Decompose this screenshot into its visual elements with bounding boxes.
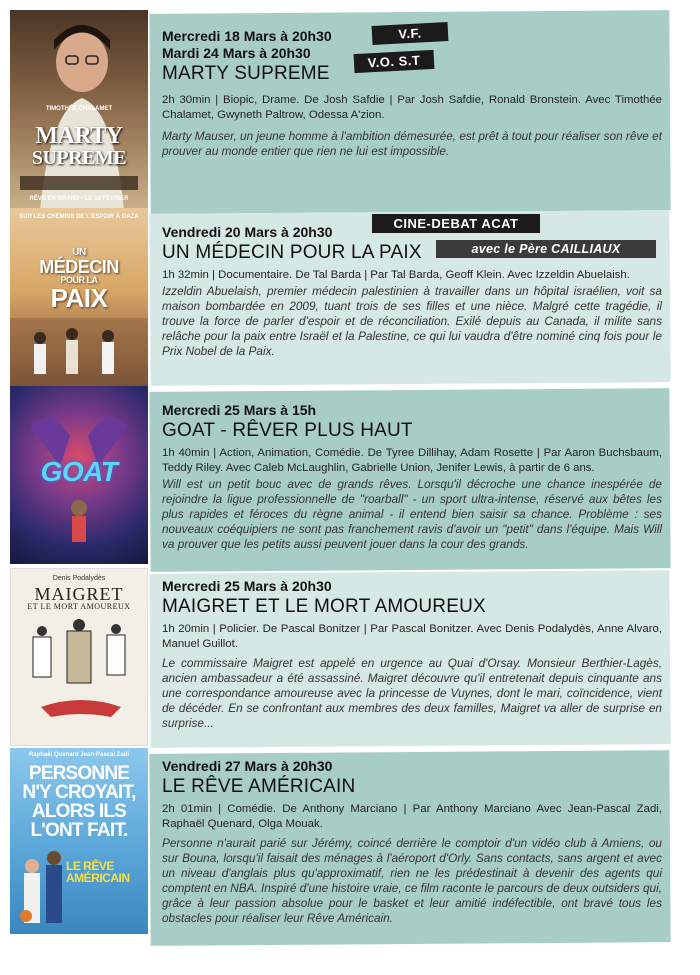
poster-title: MAIGRET ET LE MORT AMOUREUX bbox=[27, 584, 131, 611]
poster-title: GOAT bbox=[40, 456, 118, 487]
film-listing-un-medecin-pour-la-paix bbox=[10, 208, 670, 386]
version-tag-vost: V.O. S.T bbox=[354, 50, 435, 73]
screening-date: Vendredi 20 Mars à 20h30 bbox=[162, 224, 333, 240]
screening-date: Mercredi 25 Mars à 15h bbox=[162, 402, 317, 418]
poster-title: MARTY SUPREME bbox=[31, 123, 127, 169]
version-tag-vf: V.F. bbox=[372, 22, 449, 45]
film-listing-maigret bbox=[10, 568, 670, 748]
film-title: LE RÊVE AMÉRICAIN bbox=[162, 776, 356, 797]
film-title: MARTY SUPREME bbox=[162, 63, 330, 84]
event-guest-tag: avec le Père CAILLIAUX bbox=[436, 240, 656, 258]
poster-figures bbox=[10, 748, 148, 934]
film-credits: 1h 20min | Policier. De Pascal Bonitzer | Par Pascal Bonitzer. Avec Denis Podalydès, Anne Alvaro, Manuel Guillot. bbox=[162, 623, 662, 650]
poster-un-medecin-pour-la-paix bbox=[10, 208, 148, 386]
poster-title: UN MÉDECIN POUR LA PAIX bbox=[39, 247, 119, 313]
poster-bottom-text: RÊVE EN GRAND - LE 18 FÉVRIER bbox=[29, 196, 129, 202]
film-credits: 1h 40min | Action, Animation, Comédie. De Tyree Dillihay, Adam Rosette | Par Aaron Buchsbaum, Teddy Riley. Avec Caleb McLaughlin, Gabrielle Union, Jenifer Lewis, à partir de 6 ans. bbox=[162, 447, 662, 474]
poster-top-text: Denis Podalydès bbox=[52, 575, 106, 582]
screening-date-1: Mercredi 18 Mars à 20h30 bbox=[162, 28, 332, 44]
screening-date: Vendredi 27 Mars à 20h30 bbox=[162, 758, 333, 774]
poster-top-text: SUR LES CHEMINS DE L'ESPOIR À GAZA bbox=[19, 214, 139, 220]
film-listing-le-reve-americain bbox=[10, 748, 670, 938]
poster-figures bbox=[10, 208, 148, 386]
film-description: Personne n'aurait parié sur Jérémy, coincé derrière le comptoir d'un vidéo club à Amiens, ou sur Bouna, lorsqu'il faisait des ménages à l'aéroport d'Orly. Sans contacts, sans argent et avec un niveau d'anglais plus qu'approximatif, rien ne les prédestinait à devenir des agents qui comptent en NBA. Inspiré d'une histoire vraie, ce film raconte le parcours de deux outsiders qui, grâce à leur passion absolue pour le basket et leur amitié indéfectible, ont bravé tous les obstacles pour réaliser leur Rêve Américain. bbox=[162, 836, 662, 925]
film-credits: 2h 01min | Comédie. De Anthony Marciano | Par Anthony Marciano Avec Jean-Pascal Zadi, Raphaël Quenard, Olga Mouak. bbox=[162, 803, 662, 830]
screening-date-2: Mardi 24 Mars à 20h30 bbox=[162, 45, 311, 61]
film-title: GOAT - RÊVER PLUS HAUT bbox=[162, 420, 413, 441]
film-text bbox=[162, 578, 662, 731]
poster-subtitle: LE RÊVE AMÉRICAIN bbox=[66, 859, 130, 885]
film-text bbox=[162, 28, 662, 159]
film-description: Marty Mauser, un jeune homme à l'ambition démesurée, est prêt à tout pour réaliser son rêve et prouver au monde entier que rien ne lui est impossible. bbox=[162, 129, 662, 158]
film-text bbox=[162, 402, 662, 552]
poster-goat bbox=[10, 386, 148, 564]
film-title: UN MÉDECIN POUR LA PAIX bbox=[162, 242, 422, 263]
poster-top-text: Raphaël Quenard Jean-Pascal Zadi bbox=[28, 752, 130, 758]
film-listing-marty-supreme bbox=[10, 10, 670, 208]
film-credits: 2h 30min | Biopic, Drame. De Josh Safdie | Par Josh Safdie, Ronald Bronstein. Avec Timothée Chalamet, Gwyneth Paltrow, Odessa A'zion. bbox=[162, 94, 662, 121]
screening-date: Mercredi 25 Mars à 20h30 bbox=[162, 578, 332, 594]
film-title: MAIGRET ET LE MORT AMOUREUX bbox=[162, 596, 486, 617]
film-description: Le commissaire Maigret est appelé en urgence au Quai d'Orsay. Monsieur Berthier-Lagès, ancien ambassadeur a été assassiné. Maigret découvre qu'il entretenait depuis cinquante ans une correspondance amoureuse avec la princesse de Vuynes, dont le mari, coïncidence, vient de décéder. En se confrontant aux membres des deux familles, Maigret va aller de surprise en surprise... bbox=[162, 656, 662, 730]
film-description: Will est un petit bouc avec de grands rêves. Lorsqu'il décroche une chance inespérée de rejoindre la ligue professionnelle de "roarball" - un sport ultra-intense, réservé aux bêtes les plus rapides et féroces du règne animal - il entend bien saisir sa chance. Problème : ses nouveaux coéquipiers ne sont pas franchement ravis d'avoir un "petit" dans l'équipe. Mais Will va prouver que les petits aussi peuvent jouer dans la cour des grands. bbox=[162, 477, 662, 551]
film-listing-goat bbox=[10, 386, 670, 568]
basketball-icon bbox=[20, 910, 32, 922]
event-tag-cine-debat: CINE-DEBAT ACAT bbox=[372, 214, 540, 233]
film-text bbox=[162, 758, 662, 926]
poster-marty-supreme bbox=[10, 10, 148, 210]
poster-title: PERSONNE N'Y CROYAIT, ALORS ILS L'ONT FAIT. bbox=[22, 763, 136, 841]
film-description: Izzeldin Abuelaish, premier médecin palestinien à travailler dans un hôpital israélien, voit sa maison bombardée en 2009, tuant trois de ses filles et une nièce. Malgré cette tragédie, il trouve la force de parler d'espoir et de réconciliation. Exilé depuis au Canada, il milite sans relâche pour la paix entre Israël et la Palestine, ce qui lui vaudra d'être nominé cinq fois pour le Prix Nobel de la Paix. bbox=[162, 284, 662, 358]
poster-top-text: TIMOTHÉE CHALAMET bbox=[45, 106, 113, 112]
poster-maigret bbox=[10, 568, 148, 746]
poster-le-reve-americain bbox=[10, 748, 148, 934]
film-credits: 1h 32min | Documentaire. De Tal Barda | Par Tal Barda, Geoff Klein. Avec Izzeldin Abuelaish. bbox=[162, 269, 630, 281]
poster-figures bbox=[11, 569, 148, 746]
